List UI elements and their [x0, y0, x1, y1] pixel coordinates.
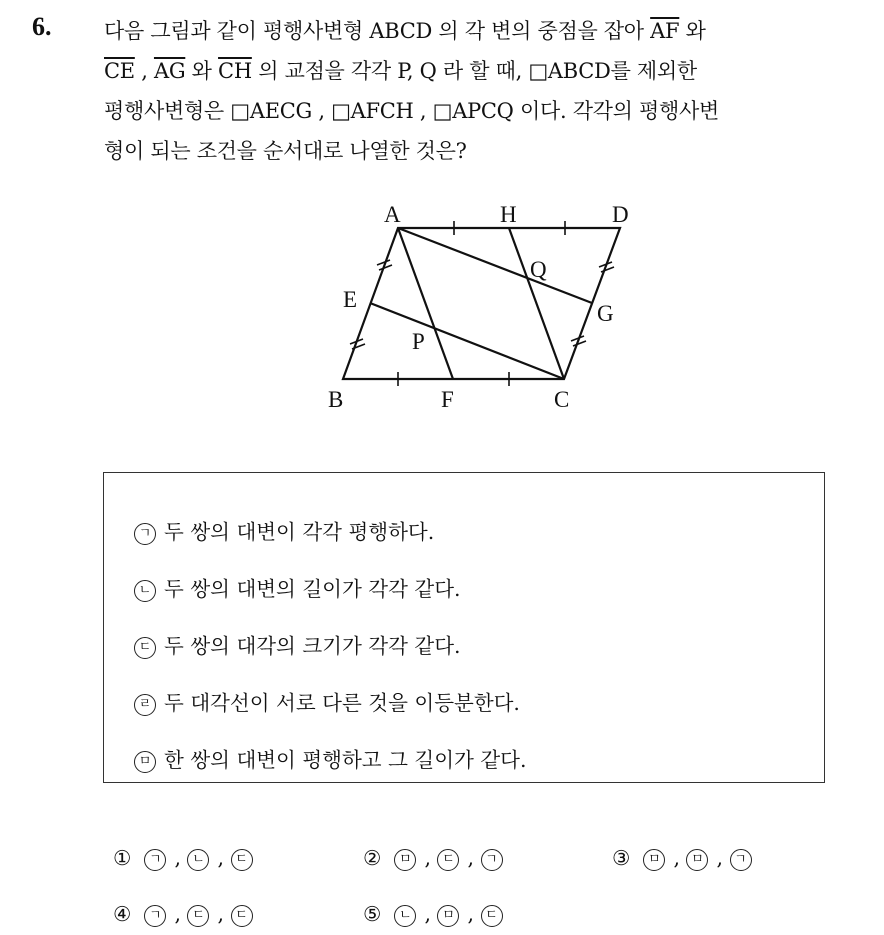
condition-item: ㅁ 한 쌍의 대변이 평행하고 그 길이가 같다. — [134, 743, 526, 773]
parallelogram-abcd — [343, 228, 620, 379]
label-q: Q — [530, 257, 547, 282]
question-text — [104, 11, 864, 171]
label-g: G — [597, 301, 614, 326]
answer-choice-4[interactable]: ④ ㄱ , ㄷ , ㄷ — [113, 902, 261, 927]
label-p: P — [412, 329, 425, 354]
label-h: H — [500, 202, 517, 227]
answer-choice-3[interactable]: ③ ㅁ , ㅁ , ㄱ — [612, 846, 760, 871]
parallelogram-figure — [300, 186, 680, 426]
segment-ce-line — [370, 303, 564, 379]
question-number: 6. — [32, 12, 52, 41]
segment-ch-line — [509, 228, 564, 379]
condition-marker: ㅁ — [134, 751, 156, 773]
question-line-2: $\overline{CE}$ , $\overline{AG}$ 와 $\overline{CH}$ 의 교점을 각각 P, Q 라 할 때, □ABCD를 제외한 — [104, 59, 697, 83]
question-line-3: 평행사변형은 □AECG , □AFCH , □APCQ 이다. 각각의 평행사변 — [104, 99, 719, 123]
answer-choice-2[interactable]: ② ㅁ , ㄷ , ㄱ — [363, 846, 511, 871]
segment-af: $\overline{AF}$ — [650, 19, 680, 43]
question-line-1: 다음 그림과 같이 평행사변형 ABCD 의 각 변의 중점을 잡아 $\overline{AF}$ 와 — [104, 19, 706, 43]
condition-marker: ㄹ — [134, 694, 156, 716]
condition-item: ㄱ 두 쌍의 대변이 각각 평행하다. — [134, 515, 434, 545]
condition-marker: ㄷ — [134, 637, 156, 659]
label-b: B — [328, 387, 344, 412]
condition-item: ㄴ 두 쌍의 대변의 길이가 각각 같다. — [134, 572, 461, 602]
condition-item: ㄷ 두 쌍의 대각의 크기가 각각 같다. — [134, 629, 461, 659]
condition-marker: ㄴ — [134, 580, 156, 602]
answer-choice-5[interactable]: ⑤ ㄴ , ㅁ , ㄷ — [363, 902, 511, 927]
segment-ag-line — [398, 228, 592, 303]
segment-ce: $\overline{CE}$ — [104, 59, 135, 83]
label-a: A — [384, 202, 401, 227]
segment-ag: $\overline{AG}$ — [153, 59, 186, 83]
conditions-box — [103, 472, 825, 783]
condition-marker: ㄱ — [134, 523, 156, 545]
question-line-4: 형이 되는 조건을 순서대로 나열한 것은? — [104, 139, 467, 163]
condition-item: ㄹ 두 대각선이 서로 다른 것을 이등분한다. — [134, 686, 520, 716]
segment-af-line — [398, 228, 453, 379]
answer-choice-1[interactable]: ① ㄱ , ㄴ , ㄷ — [113, 846, 261, 871]
label-e: E — [343, 287, 358, 312]
tick-marks — [350, 221, 614, 386]
label-c: C — [554, 387, 570, 412]
label-f: F — [441, 387, 454, 412]
segment-ch: $\overline{CH}$ — [218, 59, 252, 83]
label-d: D — [612, 202, 629, 227]
